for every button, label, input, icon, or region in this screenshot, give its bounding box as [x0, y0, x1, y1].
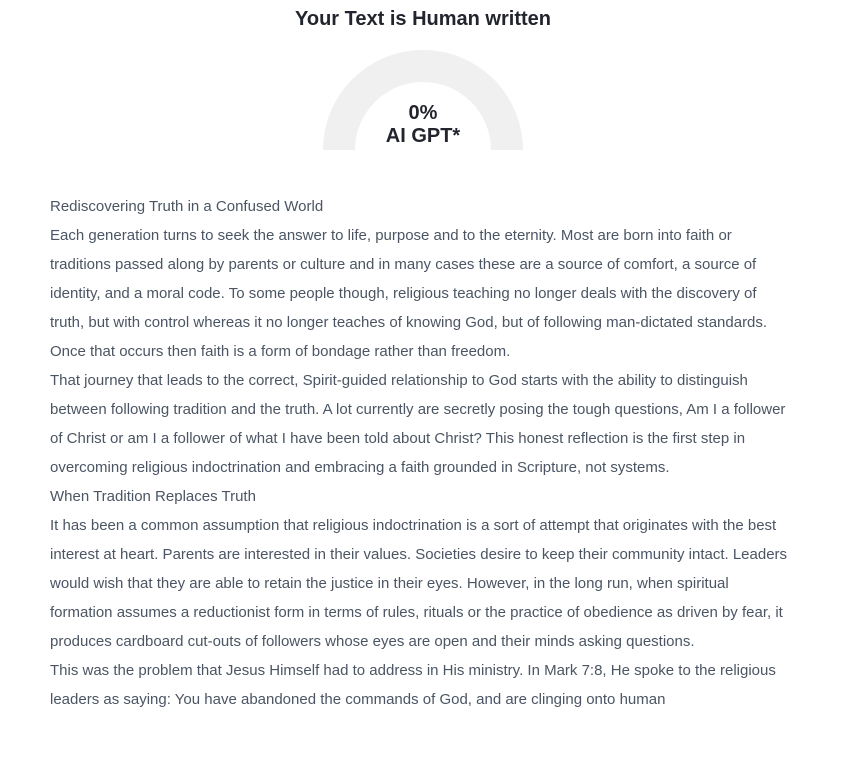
- ai-gpt-label: AI GPT*: [385, 125, 461, 147]
- text-paragraph: Each generation turns to seek the answer to life, purpose and to the eternity. Most are born into faith or traditions passed along by parents or culture and in many cases these are a source of comfort, a source of identity, and a moral code. To some people though, religious teaching no longer deals with the discovery of truth, but with control whereas it no longer teaches of knowing God, but of following man-dictated standards. Once that occurs then faith is a form of bondage rather than freedom.: [50, 227, 768, 360]
- analyzed-text: [50, 192, 790, 714]
- ai-score-gauge: [323, 49, 523, 150]
- text-heading: Rediscovering Truth in a Confused World: [50, 198, 324, 215]
- text-paragraph: This was the problem that Jesus Himself had to address in His ministry. In Mark 7:8, He spoke to the religious leaders as saying: You have abandoned the commands of God, and are clinging onto human: [50, 662, 776, 708]
- ai-percent-value: 0%: [408, 102, 438, 124]
- text-paragraph: That journey that leads to the correct, Spirit-guided relationship to God starts with the ability to distinguish between following tradition and the truth. A lot currently are secretly posing the tough questions, Am I a follower of Christ or am I a follower of what I have been told about Christ? This honest reflection is the first step in overcoming religious indoctrination and embracing a faith grounded in Scripture, not systems.: [50, 372, 786, 476]
- result-title: Your Text is Human written: [295, 8, 551, 30]
- text-paragraph: It has been a common assumption that religious indoctrination is a sort of attempt that originates with the best interest at heart. Parents are interested in their values. Societies desire to keep their community intact. Leaders would wish that they are able to retain the justice in their eyes. However, in the long run, when spiritual formation assumes a reductionist form in terms of rules, rituals or the practice of obedience as driven by fear, it produces cardboard cut-outs of followers whose eyes are open and their minds asking questions.: [50, 517, 788, 650]
- text-heading: When Tradition Replaces Truth: [50, 488, 256, 505]
